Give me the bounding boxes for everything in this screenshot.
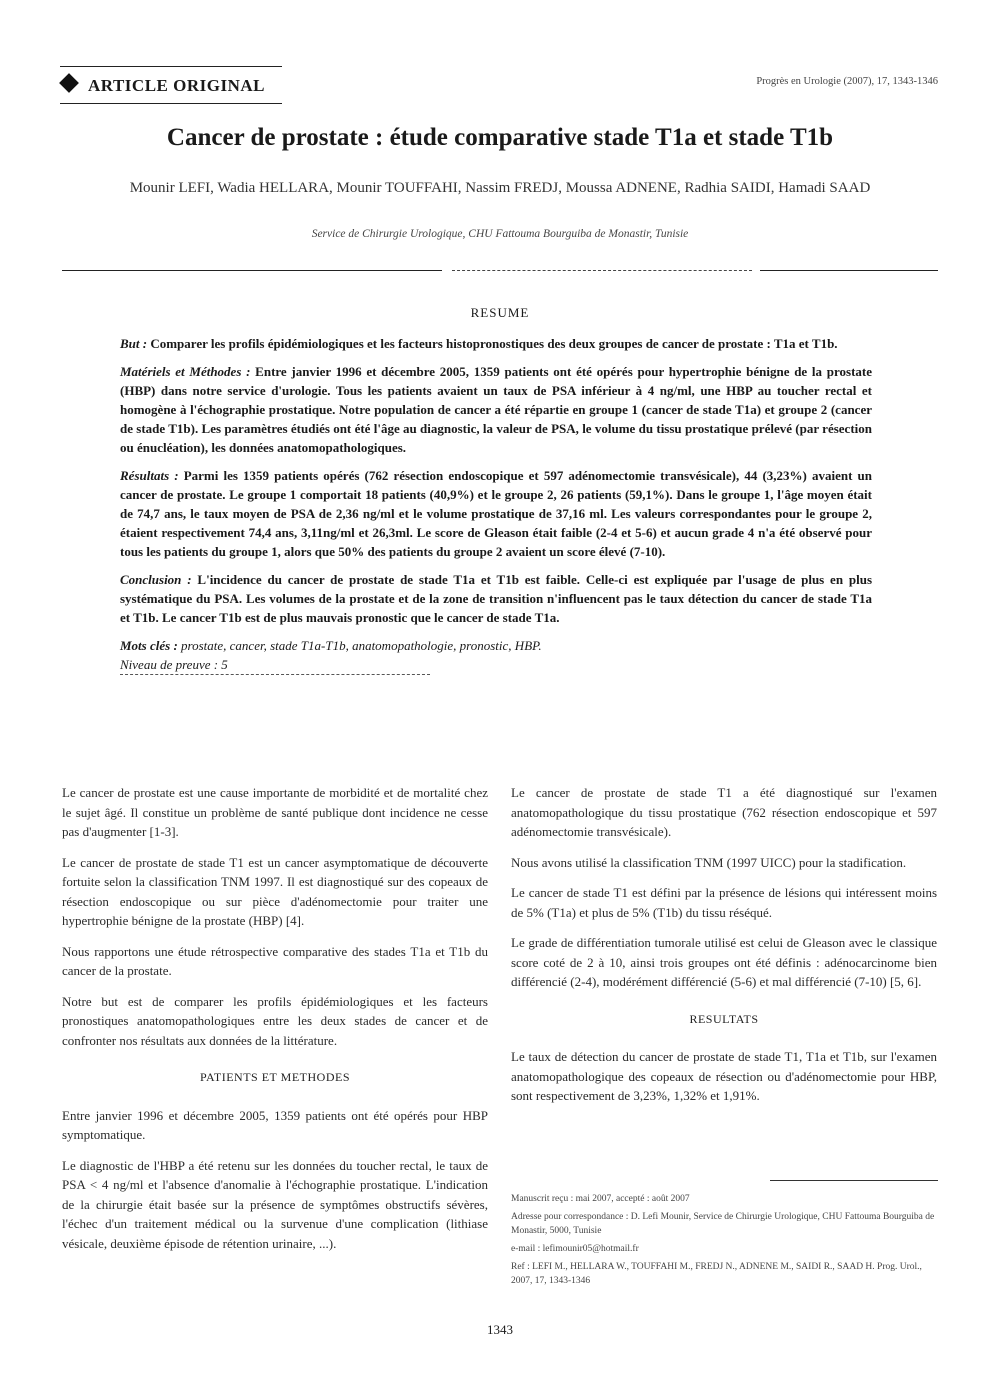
author-list: Mounir LEFI, Wadia HELLARA, Mounir TOUFFAHI, Nassim FREDJ, Moussa ADNENE, Radhia SAIDI, Hamadi SAAD xyxy=(129,180,871,196)
abstract-resultats xyxy=(120,466,872,561)
keywords xyxy=(120,636,872,655)
conclusion-label: Conclusion : xyxy=(120,572,192,587)
body-column-left xyxy=(62,783,488,1264)
abstract-conclusion xyxy=(120,570,872,627)
resultats-label: Résultats : xyxy=(120,468,179,483)
note-email: e-mail : lefimounir05@hotmail.fr xyxy=(511,1244,639,1254)
left-paragraph-4: Notre but est de comparer les profils épidémiologiques et les facteurs pronostiques anatomopathologiques entre les deux stades de cancer et de confronter nos résultats aux données de la littérature. xyxy=(62,993,488,1048)
section-heading-resultats: RESULTATS xyxy=(689,1011,759,1026)
but-text: Comparer les profils épidémiologiques et les facteurs histopronostiques des deux groupes de cancer de prostate : T1a et T1b. xyxy=(150,336,838,351)
footnotes xyxy=(511,1192,937,1292)
right-paragraph-2: Nous avons utilisé la classification TNM (1997 UICC) pour la stadification. xyxy=(511,854,907,870)
page-number: 1343 xyxy=(487,1322,513,1337)
body-column-right xyxy=(511,783,937,1117)
right-paragraph-4: Le grade de différentiation tumorale utilisé est celui de Gleason avec le classique score coté de 2 à 10, ainsi trois groupes ont été définis : adénocarcinome bien différencié (2-4), modérément différencié (5-6) et mal différencié (7-10) [5, 6]. xyxy=(511,935,937,989)
footnote-rule xyxy=(770,1180,938,1181)
separator-solid-right xyxy=(760,270,938,271)
affiliation: Service de Chirurgie Urologique, CHU Fattouma Bourguiba de Monastir, Tunisie xyxy=(311,228,689,240)
right-paragraph-5: Le taux de détection du cancer de prostate de stade T1, T1a et T1b, sur l'examen anatomopathologique des copeaux de résection ou d'adénomectomie pour HBP, sont respectivement de 3,23%, 1,32% et 1,91%. xyxy=(511,1049,937,1103)
journal-reference: Progrès en Urologie (2007), 17, 1343-1346 xyxy=(756,76,938,87)
note-adresse: Adresse pour correspondance : D. Lefi Mounir, Service de Chirurgie Urologique, CHU Fattouma Bourguiba de Monastir, 5000, Tunisie xyxy=(511,1212,935,1236)
keywords-label: Mots clés : xyxy=(120,638,178,653)
conclusion-text: L'incidence du cancer de prostate de stade T1a et T1b est faible. Celle-ci est expliquée par l'usage de plus en plus systématique du PSA. Les volumes de la prostate et de la zone de transition n'influencent pas le taux détection du cancer de stade T1a et T1b. Le cancer T1b est de plus mauvais pronostic que le cancer de stade T1a. xyxy=(120,572,873,625)
abstract-methodes xyxy=(120,362,872,457)
methodes-text: Entre janvier 1996 et décembre 2005, 1359 patients ont été opérés pour hypertrophie bénigne de la prostate (HBP) dans notre service d'urologie. Tous les patients avaient un taux de PSA inférieur à 4 ng/ml, une HBP au toucher rectal et homogène à l'échographie prostatique. Notre population de cancer a été répartie en groupe 1 (cancer de stade T1a) et groupe 2 (cancer de stade T1b). Les paramètres étudiés ont été l'âge au diagnostic, la valeur de PSA, le volume du tissu prostatique prélevé (par résection ou énucléation), les données anatomopathologiques. xyxy=(120,364,873,455)
but-label: But : xyxy=(120,336,148,351)
evidence-level xyxy=(120,655,430,675)
methodes-label: Matériels et Méthodes : xyxy=(120,364,251,379)
abstract-block xyxy=(120,334,872,675)
left-paragraph-6: Le diagnostic de l'HBP a été retenu sur les données du toucher rectal, le taux de PSA < 4 ng/ml et l'absence d'anomalie à l'échographie prostatique. L'indication de la chirurgie était basée sur la présence de symptômes obstructifs sévères, l'échec d'un traitement médical ou la survenue d'une complication (lithiase vésicale, deuxième épisode de rétention urinaire, ...). xyxy=(62,1157,488,1251)
abstract-but xyxy=(120,334,872,353)
note-ref: Ref : LEFI M., HELLARA W., TOUFFAHI M., FREDJ N., ADNENE M., SAIDI R., SAAD H. Prog. Urol., 2007, 17, 1343-1346 xyxy=(511,1262,922,1286)
left-paragraph-1: Le cancer de prostate est une cause importante de morbidité et de mortalité chez le sujet âgé. Il constitue un problème de santé publique dont incidence ne cesse pas d'augmenter [1-3]. xyxy=(62,785,488,839)
left-paragraph-3: Nous rapportons une étude rétrospective comparative des stades T1a et T1b du cancer de la prostate. xyxy=(62,943,488,978)
evidence-level-text: Niveau de preuve : 5 xyxy=(120,657,228,672)
article-type-text: ARTICLE ORIGINAL xyxy=(88,76,265,95)
left-paragraph-5: Entre janvier 1996 et décembre 2005, 1359 patients ont été opérés pour HBP symptomatique. xyxy=(62,1107,488,1142)
abstract-heading: RESUME xyxy=(470,305,530,320)
resultats-text: Parmi les 1359 patients opérés (762 résection endoscopique et 597 adénomectomie transvésicale), 44 (3,23%) avaient un cancer de prostate. Le groupe 1 comportait 18 patients (40,9%) et le groupe 2, 26 patients (59,1%). Dans le groupe 1, l'âge moyen était de 74,7 ans, le taux moyen de PSA de 2,36 ng/ml et le volume prostatique de 37,16 ml. Les valeurs correspondantes pour le groupe 2, étaient respectivement 74,4 ans, 3,11ng/ml et 26,3ml. Le score de Gleason était faible (2-4 et 5-6) et aucun grade 4 n'a été observé pour tous les patients du groupe 1, alors que 50% des patients du groupe 2 avaient un score élevé (7-10). xyxy=(120,468,872,559)
note-manuscrit: Manuscrit reçu : mai 2007, accepté : août 2007 xyxy=(511,1194,690,1204)
article-type-label xyxy=(62,76,265,96)
diamond-icon xyxy=(59,73,79,93)
right-paragraph-1: Le cancer de prostate de stade T1 a été diagnostiqué sur l'examen anatomopathologique du tissu prostatique (762 résection endoscopique et 597 adénomectomie transvésicale). xyxy=(511,785,937,839)
header-rule-top xyxy=(60,66,282,67)
separator-dashed xyxy=(452,270,752,271)
header-rule-bottom xyxy=(60,103,282,104)
paper-title: Cancer de prostate : étude comparative stade T1a et stade T1b xyxy=(166,124,834,151)
section-heading-patients: PATIENTS ET METHODES xyxy=(199,1070,350,1084)
right-paragraph-3: Le cancer de stade T1 est défini par la présence de lésions qui intéressent moins de 5% (T1a) et plus de 5% (T1b) du tissu réséqué. xyxy=(511,885,937,920)
keywords-text: prostate, cancer, stade T1a-T1b, anatomopathologie, pronostic, HBP. xyxy=(181,638,542,653)
left-paragraph-2: Le cancer de prostate de stade T1 est un cancer asymptomatique de découverte fortuite selon la classification TNM 1997. Il est diagnostiqué sur des copeaux de résection endoscopique ou sur pièce d'adénomectomie pour traiter une hypertrophie bénigne de la prostate (HBP) [4]. xyxy=(62,854,488,928)
separator-solid xyxy=(62,270,442,271)
